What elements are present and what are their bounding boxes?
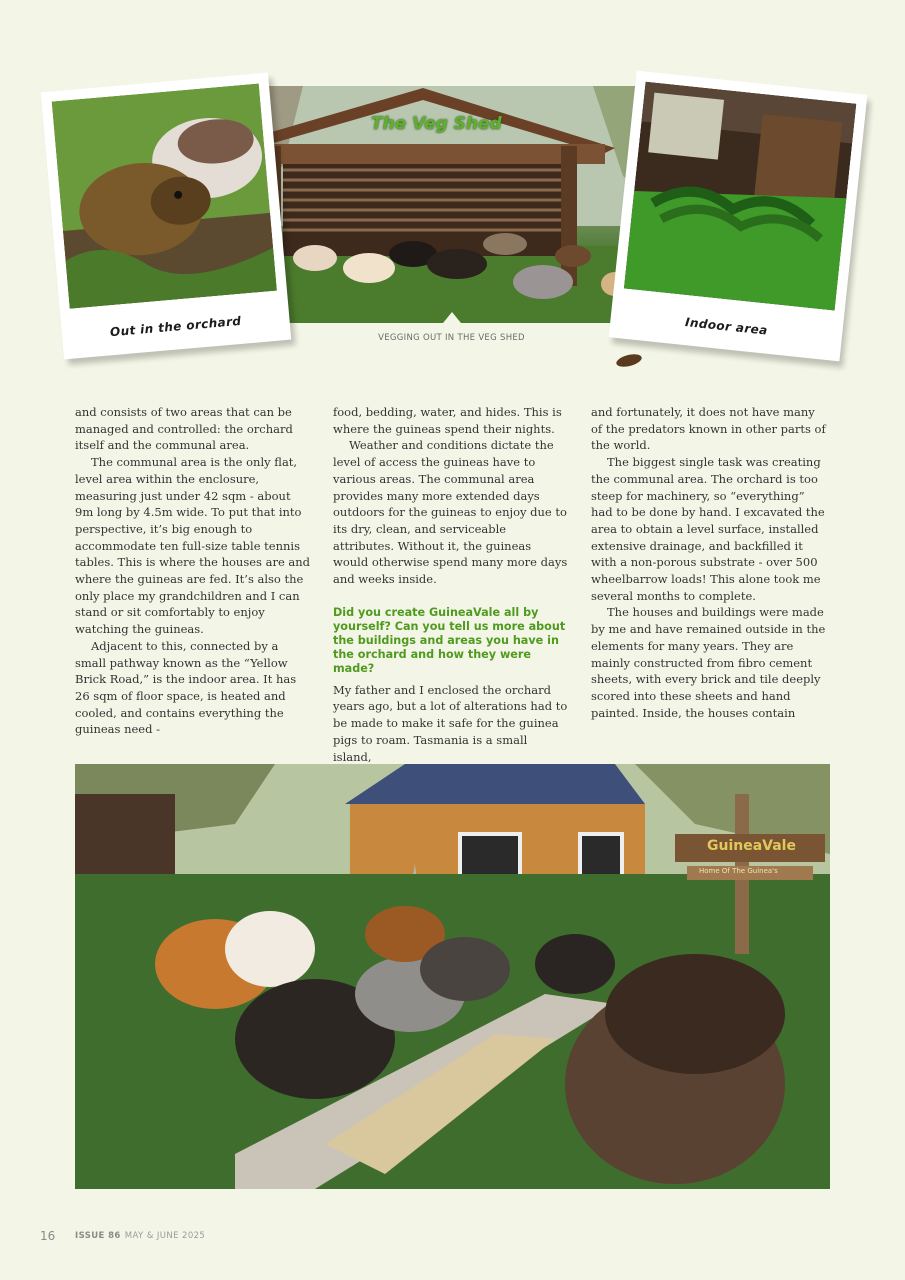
page-number: 16 (40, 1229, 56, 1243)
caption-pointer (443, 312, 461, 323)
paragraph: The communal area is the only flat, level area within the enclosure, measuring just under 42 sqm - about 9m long by 4.5m wide. To put that into perspective, it’s big enough to accommodate ten full-size table tennis tables. This is where the houses are and where the guineas are fed. It’s also the only place my grandchildren and I can stand or sit comfortably to enjoy watching the guineas. (75, 455, 311, 637)
article-column-1 (75, 404, 311, 738)
indoor-label: Indoor area (684, 315, 769, 338)
guineavale-feeding-photo (75, 764, 830, 1189)
issue-number: ISSUE 86 (75, 1231, 121, 1241)
food-pellet-decoration (615, 352, 643, 369)
indoor-photo (624, 82, 857, 311)
paragraph: Adjacent to this, connected by a small pathway known as the “Yellow Brick Road,” is the indoor area. It has 26 sqm of floor space, is heated and cooled, and contains everything the guineas need - (75, 638, 297, 737)
hero-photo-veg-shed (243, 86, 660, 323)
article-column-2 (333, 404, 569, 765)
paragraph: food, bedding, water, and hides. This is where the guineas spend their nights. (333, 405, 562, 436)
issue-info (75, 1231, 205, 1241)
hero-photo-caption: VEGGING OUT IN THE VEG SHED (378, 333, 525, 343)
paragraph: My father and I enclosed the orchard years ago, but a lot of alterations had to be made to make it safe for the guinea pigs to roam. Tasmania is a small island, (333, 682, 568, 764)
paragraph: The biggest single task was creating the communal area. The orchard is too steep for machinery, so “everything” had to be done by hand. I excavated the area to obtain a level surface, installed extensive drainage, and backfilled it with a non-porous substrate - over 500 wheelbarrow loads! This alone took me several months to complete. (591, 455, 825, 603)
article-column-3 (591, 404, 827, 721)
orchard-photo (52, 83, 277, 308)
polaroid-indoor (609, 71, 868, 362)
paragraph: and fortunately, it does not have many of the predators known in other parts of the world. (591, 405, 826, 453)
paragraph: and consists of two areas that can be managed and controlled: the orchard itself and the communal area. (75, 405, 293, 453)
guineavale-sign: GuineaVale (707, 838, 796, 854)
paragraph: The houses and buildings were made by me and have remained outside in the elements for many years. They are mainly constructed from fibro cement sheets, with every brick and tile deeply scored into these sheets and hand painted. Inside, the houses contain (591, 605, 826, 720)
interview-question: Did you create GuineaVale all by yourself? Can you tell us more about the buildings and areas you have in the orchard and how they were made? (333, 605, 566, 675)
orchard-label: Out in the orchard (109, 313, 242, 340)
paragraph: Weather and conditions dictate the level of access the guineas have to various areas. The communal area provides many more extended days outdoors for the guineas to enjoy due to its dry, clean, and serviceable attributes. Without it, the guineas would otherwise spend many more days and weeks inside. (333, 438, 568, 587)
issue-date: MAY & JUNE 2025 (124, 1231, 206, 1241)
polaroid-orchard (41, 73, 291, 360)
veg-shed-sign: The Veg Shed (371, 114, 502, 134)
guineavale-sign-subtitle: Home Of The Guinea's (699, 867, 778, 875)
